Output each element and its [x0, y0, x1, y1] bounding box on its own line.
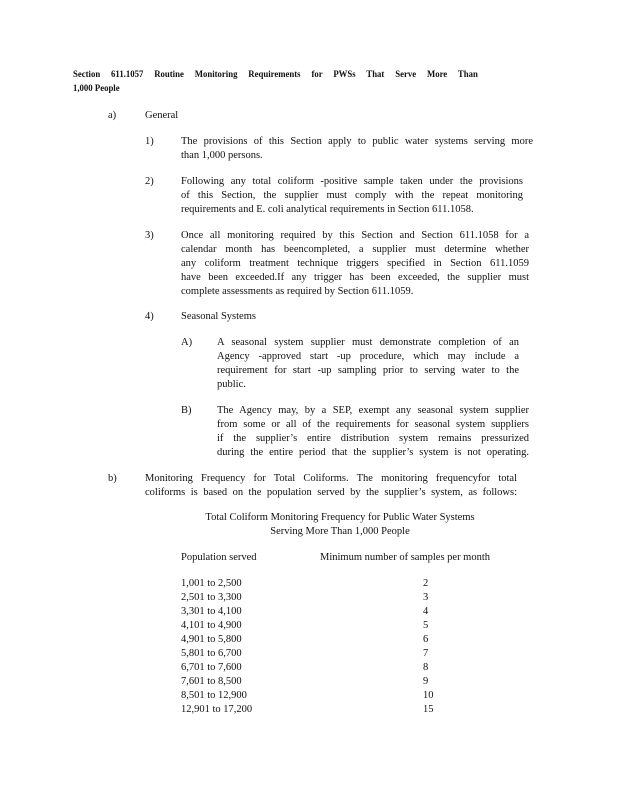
subitem-a-label: A)	[181, 337, 193, 348]
sample-count-cell: 5	[423, 620, 429, 631]
sample-count-cell: 9	[423, 676, 429, 687]
paragraph-line: during the entire period that the supplier’s system is not operating.	[217, 447, 529, 458]
sample-count-cell: 10	[423, 690, 434, 701]
item-3-label: 3)	[145, 230, 154, 241]
table-row	[181, 591, 441, 605]
sample-count-cell: 4	[423, 606, 429, 617]
paragraph-line: Agency -approved start -up procedure, which may include a	[217, 351, 519, 362]
table-row	[181, 605, 441, 619]
population-range-cell: 4,101 to 4,900	[181, 620, 242, 631]
sample-count-cell: 3	[423, 592, 429, 603]
paragraph-line: than 1,000 persons.	[181, 150, 263, 161]
paragraph-line: complete assessments as required by Section 611.1059.	[181, 286, 414, 297]
population-range-cell: 4,901 to 5,800	[181, 634, 242, 645]
item-2-text	[181, 175, 523, 217]
paragraph-line: coliforms is based on the population served by the supplier’s system, as follows:	[145, 487, 517, 498]
table-row	[181, 661, 441, 675]
sample-count-cell: 7	[423, 648, 429, 659]
item-1-label: 1)	[145, 136, 154, 147]
population-range-cell: 12,901 to 17,200	[181, 704, 253, 715]
sample-count-cell: 15	[423, 704, 434, 715]
paragraph-line: public.	[217, 379, 246, 390]
subitem-b-label: B)	[181, 405, 192, 416]
paragraph-line: have been exceeded.If any trigger has been exceeded, the supplier must	[181, 272, 529, 283]
paragraph-line: Once all monitoring required by this Section and Section 611.1058 for a	[181, 230, 529, 241]
paragraph-line: any coliform treatment technique triggers specified in Section 611.1059	[181, 258, 529, 269]
population-range-cell: 6,701 to 7,600	[181, 662, 242, 673]
section-heading-line-1: Section 611.1057 Routine Monitoring Requirements for PWSs That Serve More Than	[73, 70, 478, 80]
subitem-a-text	[217, 336, 519, 392]
frequency-table-body	[181, 577, 441, 717]
paragraph-line: Following any total coliform -positive sample taken under the provisions	[181, 176, 523, 187]
sample-count-cell: 6	[423, 634, 429, 645]
table-title-line-1: Total Coliform Monitoring Frequency for Public Water Systems	[205, 512, 475, 523]
table-row	[181, 619, 441, 633]
item-2-label: 2)	[145, 176, 154, 187]
paragraph-line: if the supplier’s entire distribution system remains pressurized	[217, 433, 529, 444]
column-header-population: Population served	[181, 552, 257, 563]
paragraph-line: The provisions of this Section apply to public water systems serving more	[181, 136, 533, 147]
population-range-cell: 5,801 to 6,700	[181, 648, 242, 659]
table-row	[181, 689, 441, 703]
paragraph-line: Monitoring Frequency for Total Coliforms. The monitoring frequencyfor total	[145, 473, 517, 484]
paragraph-line: The Agency may, by a SEP, exempt any seasonal system supplier	[217, 405, 529, 416]
item-1-text	[181, 135, 533, 163]
column-header-samples: Minimum number of samples per month	[320, 552, 491, 563]
table-row	[181, 703, 441, 717]
population-range-cell: 1,001 to 2,500	[181, 578, 242, 589]
table-row	[181, 577, 441, 591]
subsection-b-text	[145, 472, 517, 500]
sample-count-cell: 2	[423, 578, 429, 589]
paragraph-line: calendar month has beencompleted, a supplier must determine whether	[181, 244, 529, 255]
paragraph-line: A seasonal system supplier must demonstrate completion of an	[217, 337, 519, 348]
item-3-text	[181, 229, 529, 299]
subitem-b-text	[217, 404, 529, 460]
population-range-cell: 3,301 to 4,100	[181, 606, 242, 617]
subsection-a-title: General	[145, 110, 179, 121]
table-title-line-2: Serving More Than 1,000 People	[270, 526, 410, 537]
item-4-label: 4)	[145, 311, 154, 322]
paragraph-line: of this Section, the supplier must comply with the repeat monitoring	[181, 190, 523, 201]
item-4-title: Seasonal Systems	[181, 311, 256, 322]
population-range-cell: 7,601 to 8,500	[181, 676, 242, 687]
sample-count-cell: 8	[423, 662, 429, 673]
subsection-b-label: b)	[108, 473, 117, 484]
paragraph-line: from some or all of the requirements for seasonal system suppliers	[217, 419, 529, 430]
subsection-a-label: a)	[108, 110, 117, 121]
section-heading-line-2: 1,000 People	[73, 84, 120, 94]
section-heading	[73, 69, 478, 82]
paragraph-line: requirements and E. coli analytical requirements in Section 611.1058.	[181, 204, 474, 215]
paragraph-line: requirement for start -up sampling prior to serving water to the	[217, 365, 519, 376]
table-row	[181, 633, 441, 647]
table-title	[170, 511, 510, 539]
table-row	[181, 675, 441, 689]
population-range-cell: 2,501 to 3,300	[181, 592, 242, 603]
table-row	[181, 647, 441, 661]
population-range-cell: 8,501 to 12,900	[181, 690, 247, 701]
